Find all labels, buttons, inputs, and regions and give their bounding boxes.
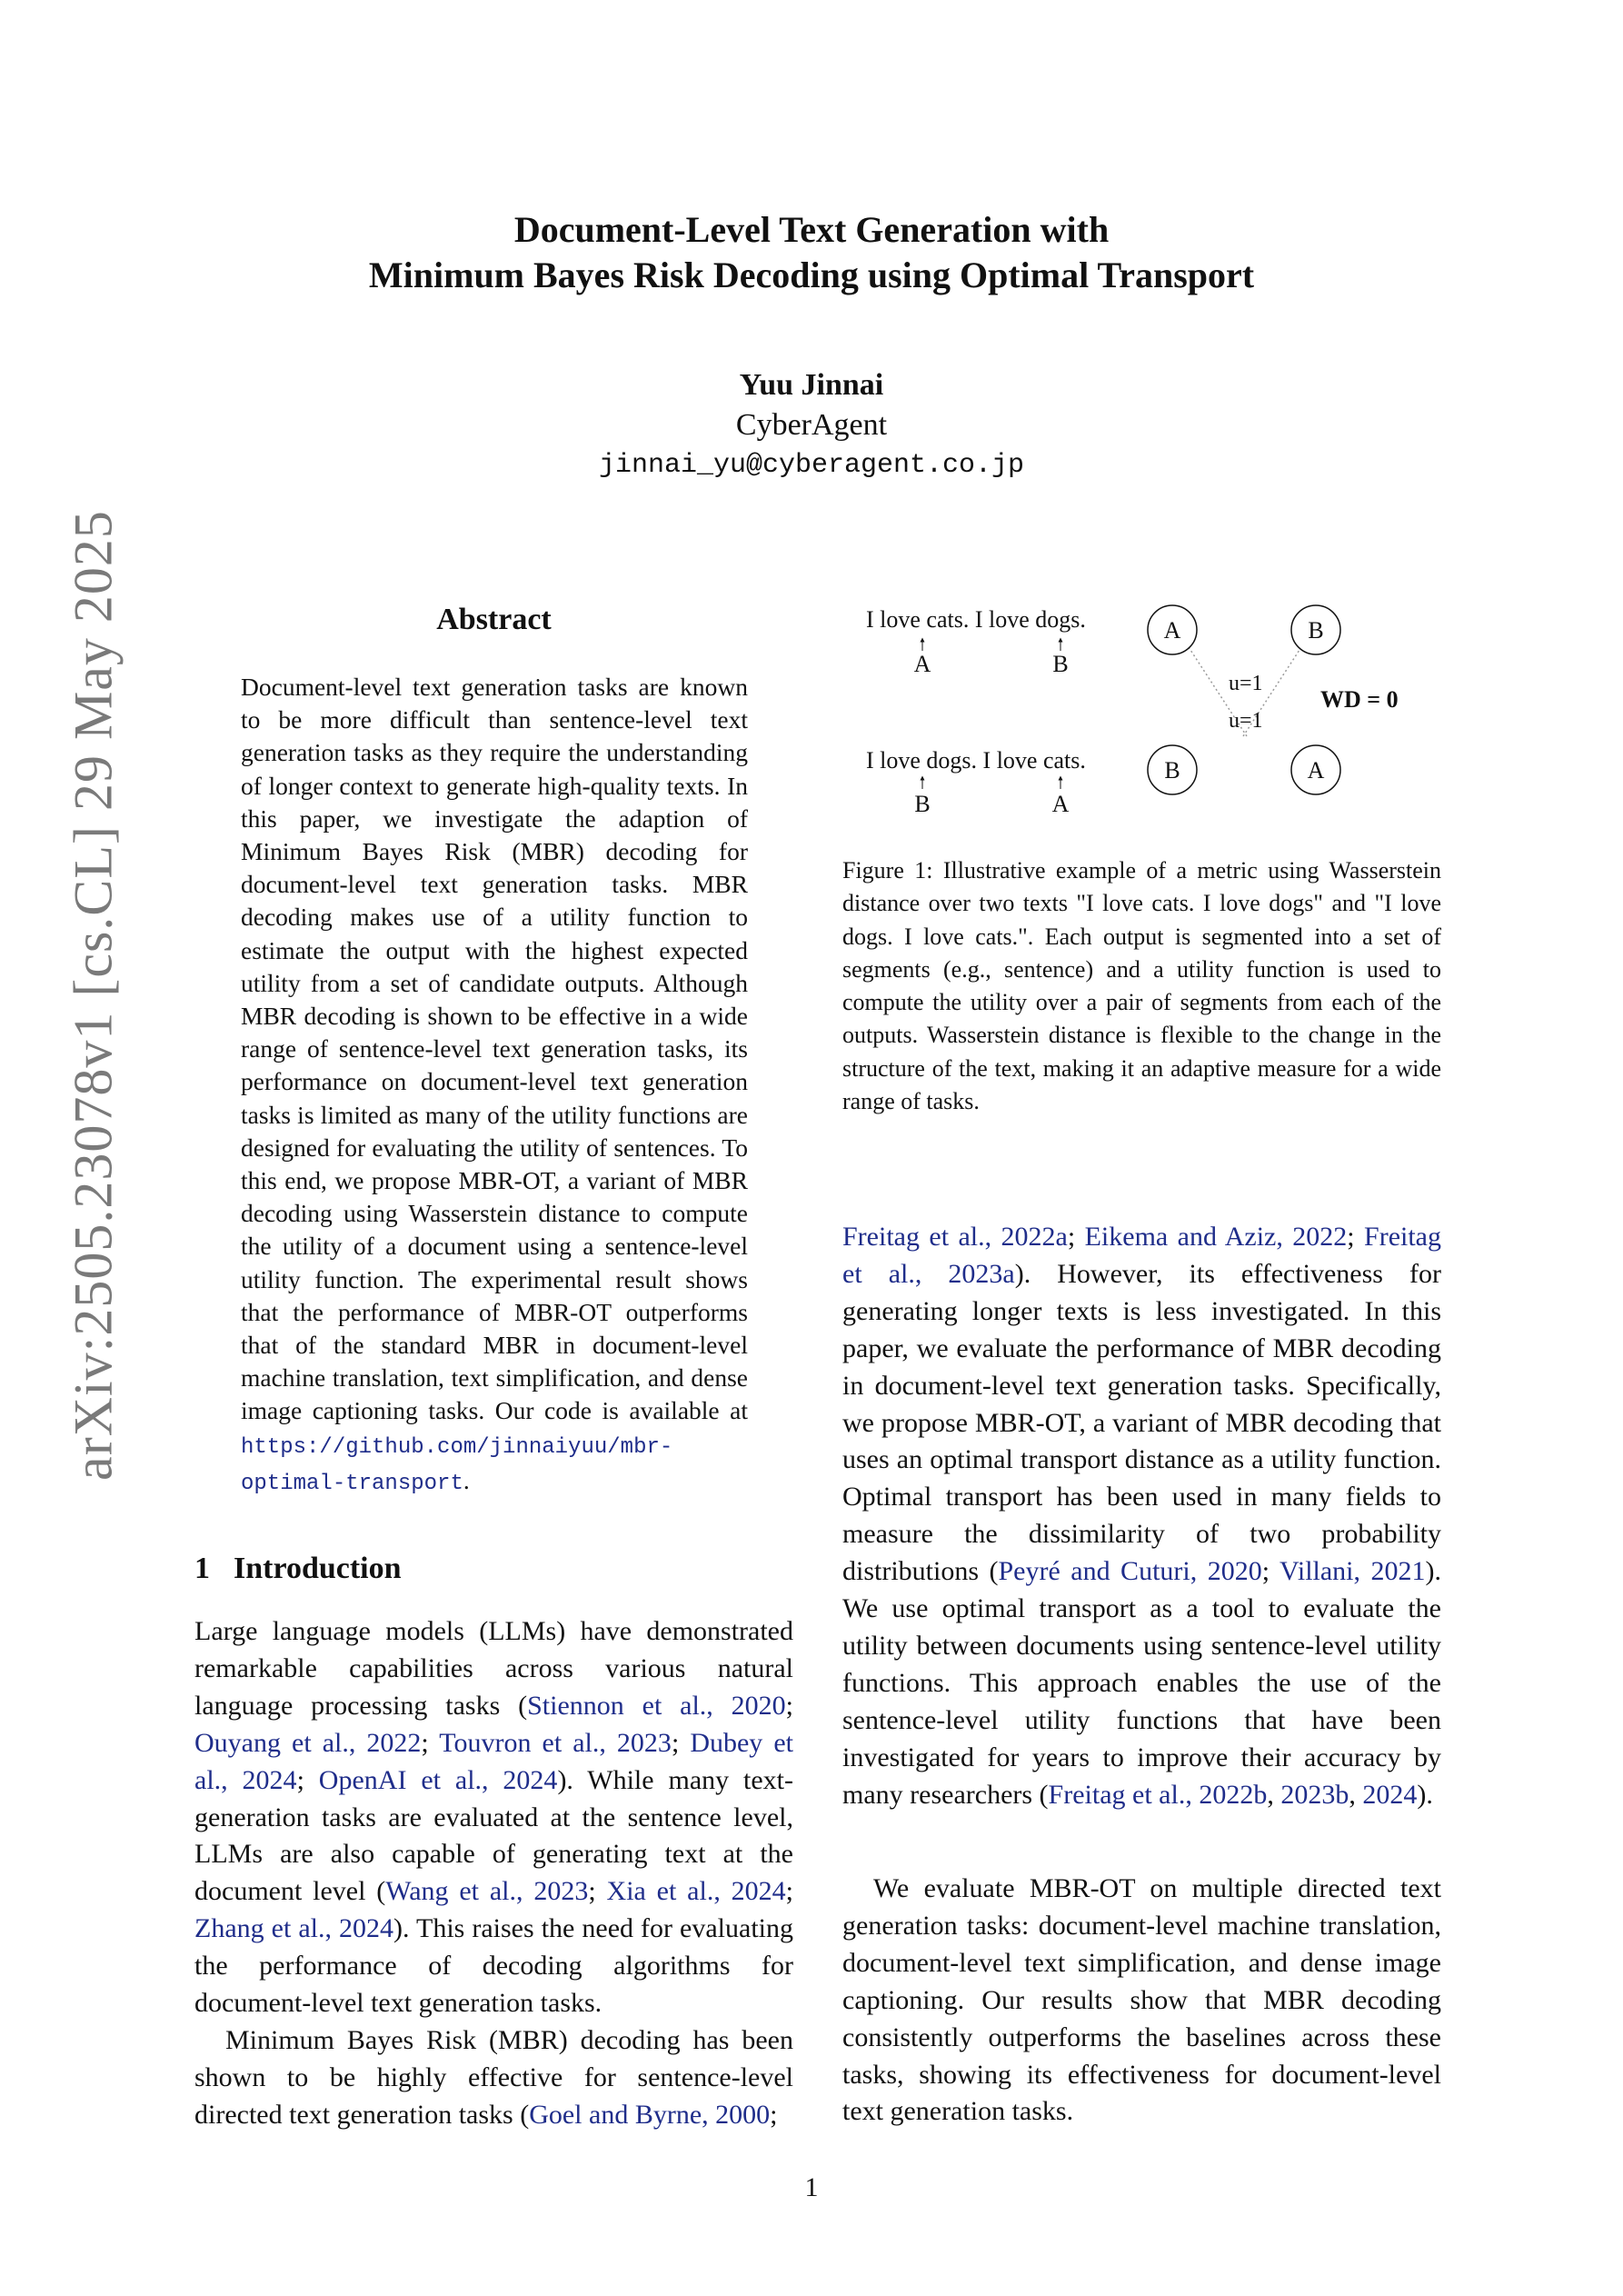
paragraph-text: Minimum Bayes Risk (MBR) decoding has been shown to be highly effective for sentence-level directed text generation tasks ( [194, 2025, 793, 2130]
paragraph-text: ; [785, 1690, 793, 1721]
figure-text-top: I love cats. I love dogs. [866, 606, 1086, 633]
figure-text-bottom: I love dogs. I love cats. [866, 747, 1086, 774]
figure-caption: Figure 1: Illustrative example of a metric using Wasserstein distance over two texts "I love cats. I love dogs" and "I love dogs. I love cats.". Each output is segmented into a set of segments (e.g., sentence) and a utility function is used to compute the utility over a pair of segments from each of the outputs. Wasserstein distance is flexible to the change in the structure of the text, making it an adaptive measure for a wide range of tasks. [842, 857, 1441, 1115]
author-name: Yuu Jinnai [739, 368, 884, 402]
code-repository-link[interactable]: https://github.com/jinnaiyuu/mbr-optimal-transport [241, 1434, 673, 1496]
citation-link[interactable]: Xia et al., 2024 [606, 1876, 786, 1907]
paragraph-text: ). We use optimal transport as a tool to evaluate the utility between documents using sentence-level utility functions. This approach enables the use of the sentence-level utility functions that have been investigated for years to improve their accuracy by many researchers ( [842, 1556, 1441, 1810]
node-top-right-label: B [1308, 617, 1324, 644]
section-title: Introduction [234, 1552, 402, 1585]
node-top-left-label: A [1163, 617, 1181, 644]
paragraph-text: ; [671, 1727, 691, 1758]
section-heading-introduction [194, 1552, 402, 1586]
intro-paragraph-continued [842, 1219, 1441, 1814]
intro-paragraph [194, 1613, 793, 2022]
paragraph-text: ; [1347, 1222, 1365, 1252]
paragraph-text: ). However, its effectiveness for generating longer texts is less investigated. In this paper, we evaluate the performance of MBR decoding in document-level text generation tasks. Specifically, we propose MBR-OT, a variant of MBR decoding that uses an optimal transport distance as a utility function. Optimal transport has been used in many fields to measure the dissimilarity of two probability distributions ( [842, 1258, 1441, 1587]
citation-link[interactable]: Dubey et al., 2024 [194, 1727, 794, 1795]
author-block [0, 365, 1623, 485]
paragraph-text: We evaluate MBR-OT on multiple directed text generation tasks: document-level machine translation, document-level text simplification, and dense image captioning. Our results show that MBR decoding consistently outperforms the baselines across these tasks, showing its effectiveness for document-level text generation tasks. [842, 1873, 1441, 2127]
abstract-heading: Abstract [436, 603, 552, 636]
edge-utility-label-1: u=1 [1229, 672, 1263, 695]
citation-link[interactable]: 2023b [1280, 1779, 1349, 1810]
citation-link[interactable]: Freitag et al., 2022a [842, 1222, 1068, 1252]
node-bottom-right-label: A [1307, 757, 1325, 784]
arxiv-identifier-stamp: arXiv:2505.23078v1 [cs.CL] 29 May 2025 [63, 510, 124, 1481]
citation-link[interactable]: Touvron et al., 2023 [439, 1727, 672, 1758]
segment-label-top-1: A [913, 651, 931, 677]
abstract-end-punct: . [463, 1465, 470, 1494]
citation-link[interactable]: Stiennon et al., 2020 [527, 1690, 786, 1721]
citation-link[interactable]: Goel and Byrne, 2000 [529, 2099, 771, 2130]
author-email[interactable]: jinnai_yu@cyberagent.co.jp [598, 450, 1025, 481]
figure-wasserstein-example [854, 600, 1436, 836]
citation-link[interactable]: Freitag et al., 2023a [842, 1222, 1441, 1289]
paragraph-text: ; [785, 1876, 794, 1907]
paper-title [0, 207, 1623, 298]
edge-utility-label-2: u=1 [1229, 709, 1263, 733]
citation-link[interactable]: Eikema and Aziz, 2022 [1084, 1222, 1348, 1252]
citation-link[interactable]: Ouyang et al., 2022 [194, 1727, 422, 1758]
citation-link[interactable]: Zhang et al., 2024 [194, 1913, 394, 1944]
intro-paragraph [842, 1871, 1441, 2131]
paragraph-text: ). This raises the need for evaluating the performance of decoding algorithms for document-level text generation tasks. [194, 1913, 793, 2019]
citation-link[interactable]: Wang et al., 2023 [385, 1876, 589, 1907]
wasserstein-distance-label: WD = 0 [1320, 686, 1399, 713]
paragraph-text: , [1349, 1779, 1363, 1810]
title-line-2: Minimum Bayes Risk Decoding using Optimal Transport [368, 255, 1255, 295]
node-bottom-left-label: B [1164, 757, 1180, 784]
paragraph-text: ; [296, 1764, 319, 1795]
citation-link[interactable]: 2024 [1362, 1779, 1418, 1810]
author-affiliation: CyberAgent [735, 408, 888, 442]
citation-link[interactable]: Peyré and Cuturi, 2020 [998, 1556, 1262, 1587]
segment-label-bottom-2: A [1051, 791, 1070, 817]
paragraph-text: ; [588, 1876, 607, 1907]
section-number: 1 [194, 1552, 210, 1585]
paragraph-text: ; [770, 2099, 778, 2130]
paragraph-text: ; [1067, 1222, 1085, 1252]
paragraph-text: ; [1261, 1556, 1279, 1587]
paragraph-text: Large language models (LLMs) have demonstrated remarkable capabilities across various natural language processing tasks ( [194, 1616, 793, 1721]
citation-link[interactable]: OpenAI et al., 2024 [318, 1764, 558, 1795]
title-line-1: Document-Level Text Generation with [513, 209, 1110, 250]
paragraph-text: ; [421, 1727, 440, 1758]
page-number: 1 [804, 2172, 819, 2202]
paragraph-text: , [1267, 1779, 1281, 1810]
segment-label-bottom-1: B [914, 791, 931, 817]
citation-link[interactable]: Freitag et al., 2022b [1048, 1779, 1268, 1810]
paragraph-text: ). While many text-generation tasks are evaluated at the sentence level, LLMs are also capable of generating text at the document level ( [194, 1764, 794, 1907]
citation-link[interactable]: Villani, 2021 [1279, 1556, 1426, 1587]
abstract-body [241, 671, 748, 1501]
abstract-text: Document-level text generation tasks are known to be more difficult than sentence-level text generation tasks as they require the understanding of longer context to generate high-quality texts. In this paper, we investigate the adaption of Minimum Bayes Risk (MBR) decoding for document-level text generation tasks. MBR decoding makes use of a utility function to estimate the output with the highest expected utility from a set of candidate outputs. Although MBR decoding is shown to be effective in a wide range of sentence-level text generation tasks, its performance on document-level text generation tasks is limited as many of the utility functions are designed for evaluating the utility of sentences. To this end, we propose MBR-OT, a variant of MBR decoding using Wasserstein distance to compute the utility of a document using a sentence-level utility function. The experimental result shows that the performance of MBR-OT outperforms that of the standard MBR in document-level machine translation, text simplification, and dense image captioning tasks. Our code is available at [241, 673, 748, 1425]
intro-paragraph [194, 2022, 793, 2134]
segment-label-top-2: B [1052, 651, 1069, 677]
paragraph-text: ). [1417, 1779, 1433, 1810]
